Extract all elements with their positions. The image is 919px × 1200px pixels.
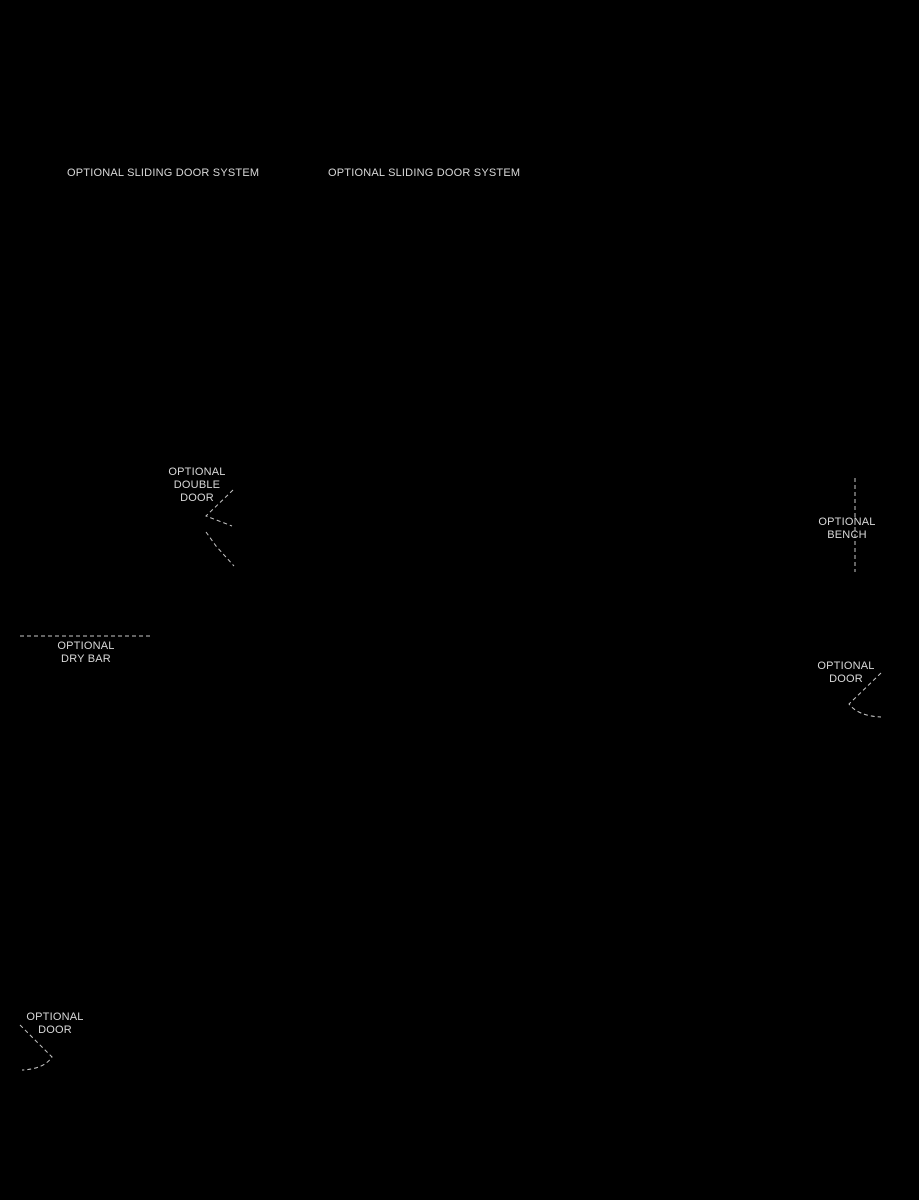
bench-label-line-1: OPTIONAL xyxy=(818,516,876,528)
door-left-label-line-2: DOOR xyxy=(38,1024,72,1036)
dry-bar-label-line-2: DRY BAR xyxy=(61,653,111,665)
bench-label-line-2: BENCH xyxy=(827,529,867,541)
sliding-door-label-left: OPTIONAL SLIDING DOOR SYSTEM xyxy=(67,167,260,179)
double-door-swing-lower xyxy=(206,532,234,566)
door-left-label-line-1: OPTIONAL xyxy=(26,1011,84,1023)
dry-bar-label xyxy=(54,640,118,666)
door-right-label-line-1: OPTIONAL xyxy=(817,660,875,672)
dry-bar-label-line-1: OPTIONAL xyxy=(57,640,115,652)
bench-label xyxy=(815,516,879,542)
sliding-door-label-right: OPTIONAL SLIDING DOOR SYSTEM xyxy=(328,167,521,179)
door-left-label xyxy=(23,1011,87,1037)
door-right-label xyxy=(814,660,878,686)
double-door-label xyxy=(167,466,227,505)
double-door-label-line-3: DOOR xyxy=(180,492,214,504)
double-door-label-line-2: DOUBLE xyxy=(173,479,221,491)
door-right-label-line-2: DOOR xyxy=(829,673,863,685)
double-door-label-line-1: OPTIONAL xyxy=(168,466,226,478)
